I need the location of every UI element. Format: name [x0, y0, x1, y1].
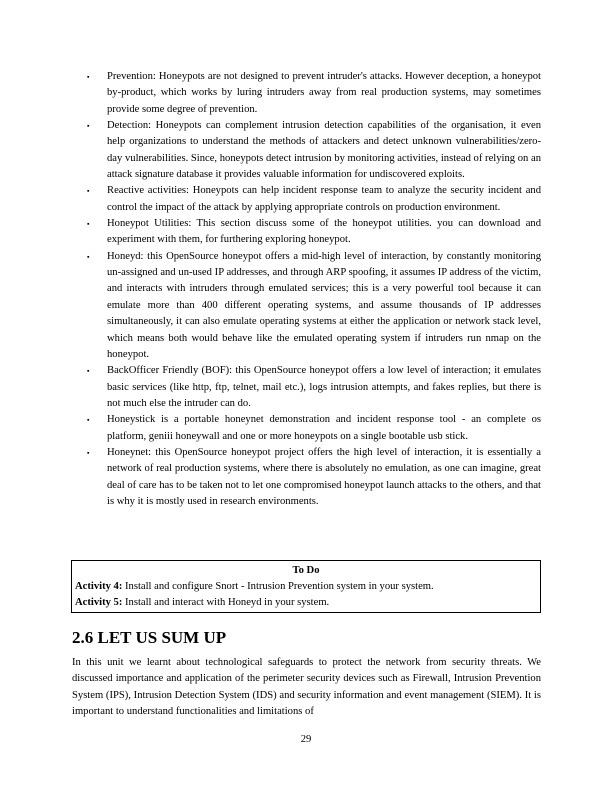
list-item-text: Reactive activities: Honeypots can help incident response team to analyze the security incident and control the impact of the attack by applying appropriate controls on production environment. [107, 185, 541, 213]
todo-title: To Do [292, 565, 320, 576]
page-number: 29 [300, 734, 312, 745]
square-bullet-icon: ▪ [87, 252, 90, 261]
square-bullet-icon: ▪ [87, 220, 90, 229]
activity-label: Activity 4: [75, 581, 123, 593]
list-item [83, 412, 541, 445]
list-item [83, 183, 541, 216]
list-item [83, 69, 541, 118]
todo-activity [75, 579, 537, 595]
list-item [83, 249, 541, 363]
list-item-text: Honeypot Utilities: This section discuss some of the honeypot utilities. you can download and experiment with them, for furthering exploring honeypot. [107, 218, 541, 246]
activity-text: Install and interact with Honeyd in your system. [122, 597, 330, 609]
square-bullet-icon: ▪ [87, 367, 90, 376]
todo-activity [75, 595, 537, 611]
honeypot-bullet-list [83, 69, 541, 510]
square-bullet-icon: ▪ [87, 448, 90, 457]
square-bullet-icon: ▪ [87, 73, 90, 81]
list-item-text: Honeystick is a portable honeynet demonstration and incident response tool - an complete os platform, geniii honeywall and one or more honeypots on a single bootable usb stick. [107, 414, 541, 442]
square-bullet-icon: ▪ [87, 122, 90, 131]
section-heading: 2.6 LET US SUM UP [72, 628, 227, 647]
list-item [83, 445, 541, 510]
square-bullet-icon: ▪ [87, 187, 90, 196]
list-item-text: BackOfficer Friendly (BOF): this OpenSource honeypot offers a low level of interaction; it emulates basic services (like http, ftp, telnet, mail etc.), logs intrusion attempts, and fakes replies, but there is not much else the intruder can do. [107, 365, 541, 409]
list-item-text: Honeyd: this OpenSource honeypot offers a mid-high level of interaction, by constantly monitoring un-assigned and un-used IP addresses, and through ARP spoofing, it assumes IP address of the victim, and interacts with intruders through emulated services; this is a very powerful tool because it can emulate more than 400 different operating systems, and assume thousands of IP addresses simultaneously, it can also emulate operating systems at either the application or network stack level, which means both would behave like the emulated operating system if intruders run nmap on the honeypot. [107, 250, 541, 360]
activity-text: Install and configure Snort - Intrusion Prevention system in your system. [122, 581, 434, 593]
list-item [83, 118, 541, 183]
list-item [83, 216, 541, 249]
todo-box [71, 560, 541, 613]
summary-paragraph: In this unit we learnt about technological safeguards to protect the network from security threats. We discussed importance and application of the perimeter security devices such as Firewall, Intrusion Prevention System (IPS), Intrusion Detection System (IDS) and security information and event management (SIEM). It is important to understand functionalities and limitations of [72, 657, 541, 718]
list-item-text: Honeynet: this OpenSource honeypot project offers the high level of interaction, it is essentially a network of real production systems, where there is absolutely no emulation, as one can imagine, great deal of care has to be taken not to let one compromised honeypot launch attacks to the others, and that is why it is mostly used in research environments. [107, 446, 541, 507]
list-item-text: Prevention: Honeypots are not designed to prevent intruder's attacks. However deception, a honeypot by-product, which works by luring intruders away from real production systems, may sometimes provide some degree of prevention. [107, 71, 541, 115]
activity-label: Activity 5: [75, 597, 123, 609]
list-item [83, 363, 541, 412]
square-bullet-icon: ▪ [87, 416, 90, 425]
list-item-text: Detection: Honeypots can complement intrusion detection capabilities of the organisation, it even help organizations to understand the methods of attackers and detect unknown vulnerabilities/zero-day vulnerabilities. Since, honeypots detect intrusion by monitoring activities, instead of relying on an attack signature database it provides valuable information for undiscovered exploits. [107, 120, 541, 181]
